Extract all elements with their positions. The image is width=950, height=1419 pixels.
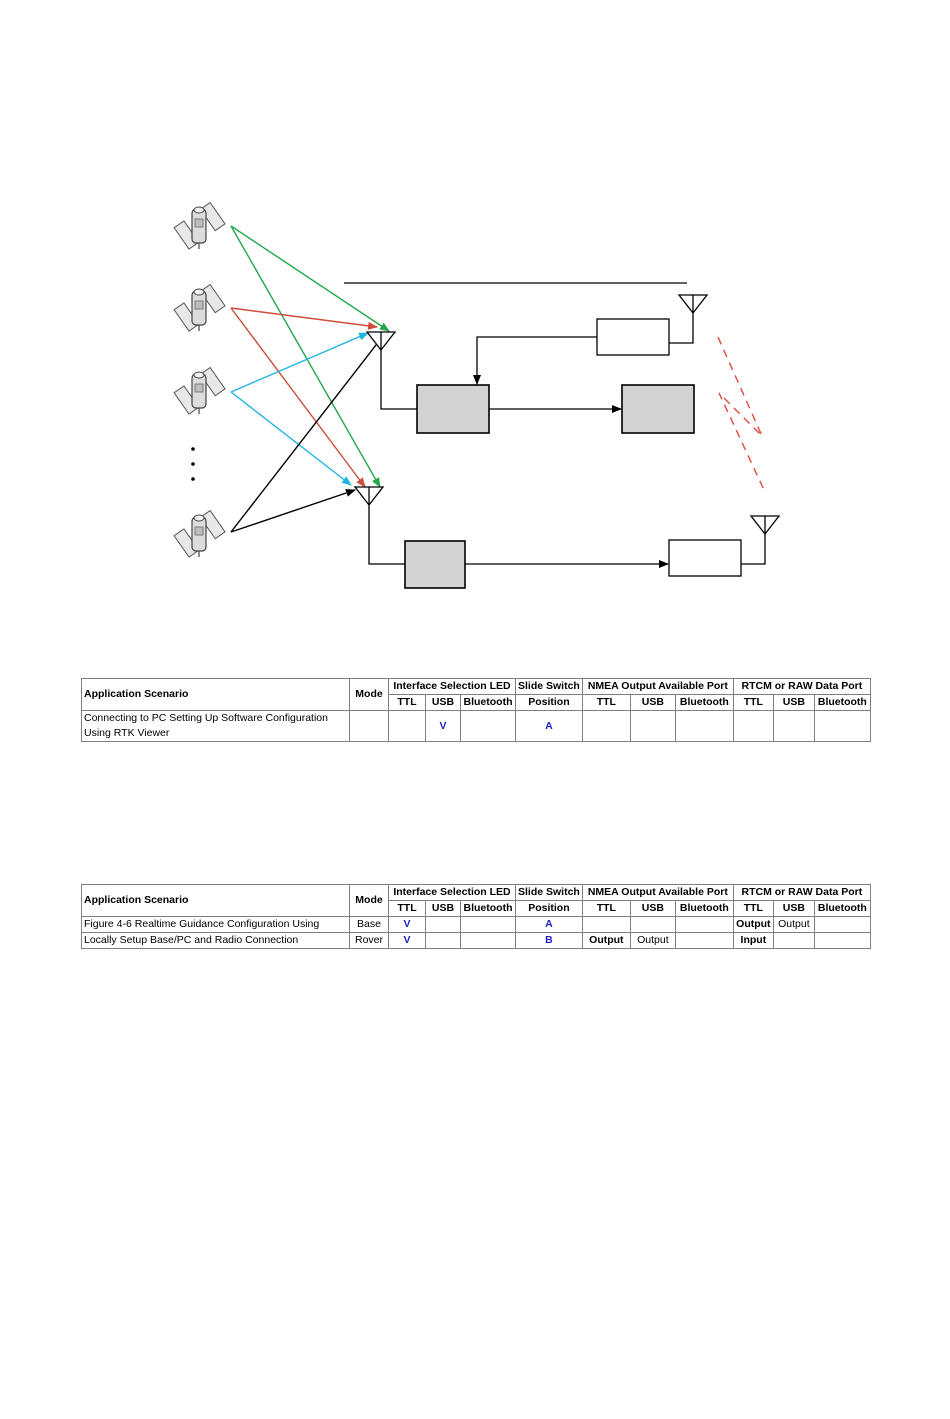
header-slide-switch: Slide Switch	[516, 885, 583, 901]
header-application-scenario: Application Scenario	[82, 679, 350, 711]
header-mode: Mode	[350, 885, 389, 917]
rtcm-usb-cell	[773, 933, 814, 949]
header-interface-selection-led: Interface Selection LED	[389, 885, 516, 901]
nmea-ttl-cell	[582, 711, 630, 742]
config-table-2	[81, 884, 871, 949]
subheader-rtcm-usb: USB	[773, 901, 814, 917]
signal-line-red	[231, 308, 365, 487]
signal-line-red	[231, 308, 377, 327]
config-table-1	[81, 678, 871, 742]
subheader-nmea-usb: USB	[630, 901, 675, 917]
subheader-rtcm-bluetooth: Bluetooth	[814, 901, 870, 917]
subheader-nmea-bluetooth: Bluetooth	[675, 695, 733, 711]
scenario-cell	[82, 711, 350, 742]
satellite-icon	[174, 368, 225, 415]
signal-line-green	[231, 226, 389, 331]
led-ttl-cell: V	[389, 917, 426, 933]
subheader-led-bluetooth: Bluetooth	[461, 695, 516, 711]
led-bluetooth-cell	[461, 933, 516, 949]
rtcm-bluetooth-cell	[814, 933, 870, 949]
led-ttl-cell	[389, 711, 426, 742]
header-rtcm-raw-port: RTCM or RAW Data Port	[733, 885, 870, 901]
satellite-icon	[174, 511, 225, 558]
subheader-nmea-ttl: TTL	[582, 695, 630, 711]
led-bluetooth-cell	[461, 917, 516, 933]
vertical-ellipsis	[191, 447, 195, 481]
scenario-line: Locally Setup Base/PC and Radio Connection	[82, 933, 350, 949]
signal-line-black	[231, 490, 355, 532]
header-mode: Mode	[350, 679, 389, 711]
rtcm-bluetooth-cell	[814, 711, 870, 742]
rover-antenna-cable	[369, 505, 405, 564]
led-usb-cell	[426, 917, 461, 933]
subheader-led-ttl: TTL	[389, 695, 426, 711]
nmea-ttl-cell	[582, 917, 630, 933]
header-slide-switch: Slide Switch	[516, 679, 583, 695]
rtcm-usb-cell	[773, 711, 814, 742]
nmea-bluetooth-cell	[675, 933, 733, 949]
header-nmea-output: NMEA Output Available Port	[582, 885, 733, 901]
subheader-rtcm-ttl: TTL	[733, 695, 773, 711]
header-interface-selection-led: Interface Selection LED	[389, 679, 516, 695]
nmea-usb-cell	[630, 917, 675, 933]
header-application-scenario: Application Scenario	[82, 885, 350, 917]
antenna-icon	[751, 516, 779, 534]
subheader-nmea-usb: USB	[630, 695, 675, 711]
signal-line-black	[231, 336, 383, 532]
led-bluetooth-cell	[461, 711, 516, 742]
subheader-nmea-ttl: TTL	[582, 901, 630, 917]
nmea-usb-cell: Output	[630, 933, 675, 949]
mode-cell	[350, 711, 389, 742]
header-nmea-output: NMEA Output Available Port	[582, 679, 733, 695]
switch-position-cell: A	[516, 917, 583, 933]
satellite-icon	[174, 285, 225, 332]
rtcm-ttl-cell	[733, 711, 773, 742]
scenario-line: Figure 4-6 Realtime Guidance Configuration Using	[82, 917, 350, 933]
nmea-bluetooth-cell	[675, 711, 733, 742]
scenario-line: Connecting to PC Setting Up Software Configuration	[84, 712, 328, 724]
rover-receiver-box	[405, 541, 465, 588]
table-row	[82, 711, 871, 742]
scenario-line: Using RTK Viewer	[84, 727, 170, 739]
subheader-led-usb: USB	[426, 695, 461, 711]
antenna-icon	[679, 295, 707, 313]
antenna-icon	[367, 332, 395, 350]
switch-position-cell: A	[516, 711, 583, 742]
base-radio-box	[597, 319, 669, 355]
lightning-link	[718, 337, 765, 492]
header-slide-switch-position: Position	[516, 695, 583, 711]
subheader-nmea-bluetooth: Bluetooth	[675, 901, 733, 917]
base-receiver-box	[417, 385, 489, 433]
rtcm-bluetooth-cell	[814, 917, 870, 933]
base-pc-box	[622, 385, 694, 433]
mode-cell: Base	[350, 917, 389, 933]
subheader-rtcm-ttl: TTL	[733, 901, 773, 917]
table-row	[82, 917, 871, 933]
led-usb-cell: V	[426, 711, 461, 742]
signal-line-cyan	[231, 333, 368, 392]
satellite-icon	[174, 203, 225, 250]
nmea-usb-cell	[630, 711, 675, 742]
subheader-rtcm-bluetooth: Bluetooth	[814, 695, 870, 711]
rtcm-ttl-cell: Output	[733, 917, 773, 933]
signal-line-green	[231, 226, 380, 487]
led-ttl-cell: V	[389, 933, 426, 949]
subheader-led-usb: USB	[426, 901, 461, 917]
led-usb-cell	[426, 933, 461, 949]
mode-cell: Rover	[350, 933, 389, 949]
nmea-bluetooth-cell	[675, 917, 733, 933]
table-row	[82, 933, 871, 949]
subheader-led-ttl: TTL	[389, 901, 426, 917]
base-radio-antenna-cable	[669, 313, 693, 343]
gnss-rtk-diagram	[0, 0, 950, 640]
header-slide-switch-position: Position	[516, 901, 583, 917]
switch-position-cell: B	[516, 933, 583, 949]
antenna-icon	[355, 487, 383, 505]
rover-radio-antenna-cable	[741, 534, 765, 564]
subheader-rtcm-usb: USB	[773, 695, 814, 711]
nmea-ttl-cell: Output	[582, 933, 630, 949]
rover-radio-box	[669, 540, 741, 576]
rtcm-usb-cell: Output	[773, 917, 814, 933]
base-antenna-cable	[381, 350, 417, 409]
radio-to-receiver-line	[477, 337, 597, 384]
subheader-led-bluetooth: Bluetooth	[461, 901, 516, 917]
header-rtcm-raw-port: RTCM or RAW Data Port	[733, 679, 870, 695]
rtcm-ttl-cell: Input	[733, 933, 773, 949]
